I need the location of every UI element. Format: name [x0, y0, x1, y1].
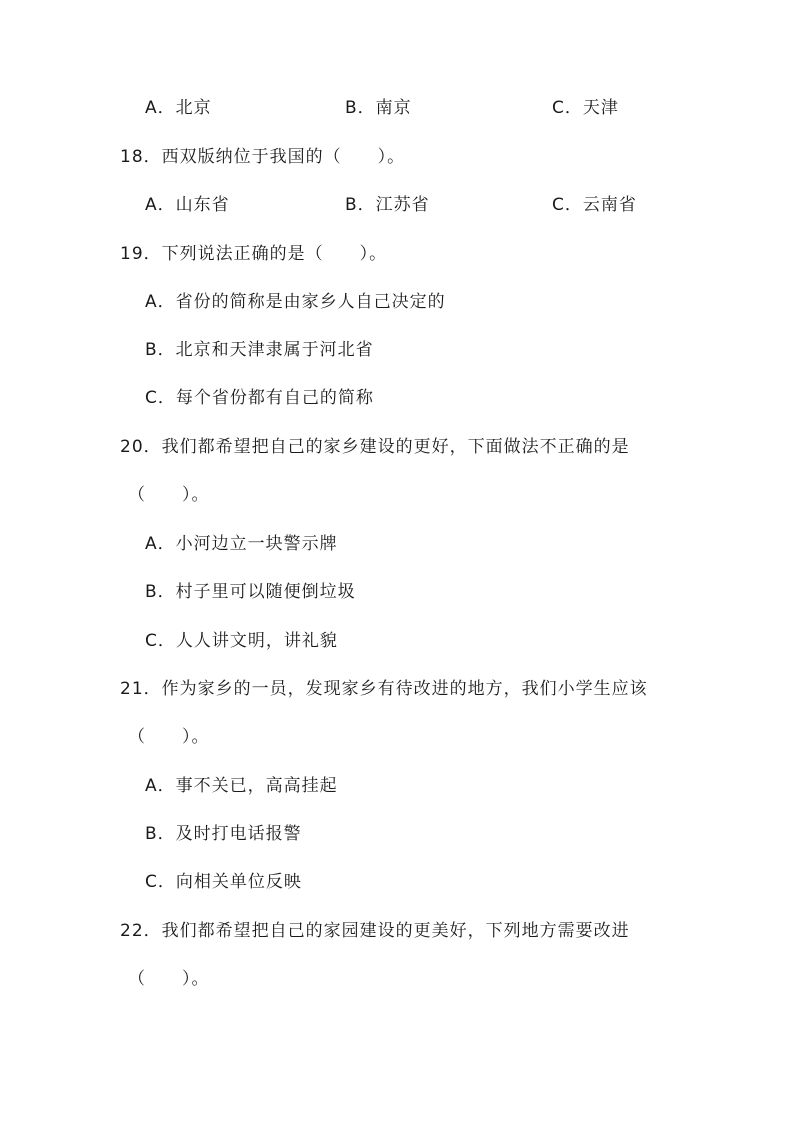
q18-stem: 18．西双版纳位于我国的（ ）。: [120, 147, 406, 167]
q18-option-b: B．江苏省: [345, 195, 430, 215]
q22-stem-line2: （ ）。: [128, 969, 210, 989]
q19-stem: 19．下列说法正确的是（ ）。: [120, 244, 388, 264]
q20-option-a: A．小河边立一块警示牌: [145, 534, 338, 554]
q17-option-b: B．南京: [345, 98, 412, 118]
q19-option-b: B．北京和天津隶属于河北省: [145, 340, 374, 360]
q20-stem-line1: 20．我们都希望把自己的家乡建设的更好，下面做法不正确的是: [120, 437, 630, 457]
q19-option-c: C．每个省份都有自己的简称: [145, 388, 374, 408]
q21-stem-line2: （ ）。: [128, 727, 210, 747]
q18-option-a: A．山东省: [145, 195, 230, 215]
q17-option-c: C．天津: [552, 98, 619, 118]
q17-option-a: A．北京: [145, 98, 212, 118]
q21-option-a: A．事不关已，高高挂起: [145, 776, 338, 796]
q20-option-b: B．村子里可以随便倒垃圾: [145, 582, 356, 602]
q21-stem-line1: 21．作为家乡的一员，发现家乡有待改进的地方，我们小学生应该: [120, 679, 648, 699]
q22-stem-line1: 22．我们都希望把自己的家园建设的更美好，下列地方需要改进: [120, 921, 630, 941]
q21-option-c: C．向相关单位反映: [145, 872, 302, 892]
q20-option-c: C．人人讲文明，讲礼貌: [145, 631, 338, 651]
q18-option-c: C．云南省: [552, 195, 637, 215]
q21-option-b: B．及时打电话报警: [145, 824, 302, 844]
q20-stem-line2: （ ）。: [128, 485, 210, 505]
q19-option-a: A．省份的简称是由家乡人自己决定的: [145, 292, 446, 312]
